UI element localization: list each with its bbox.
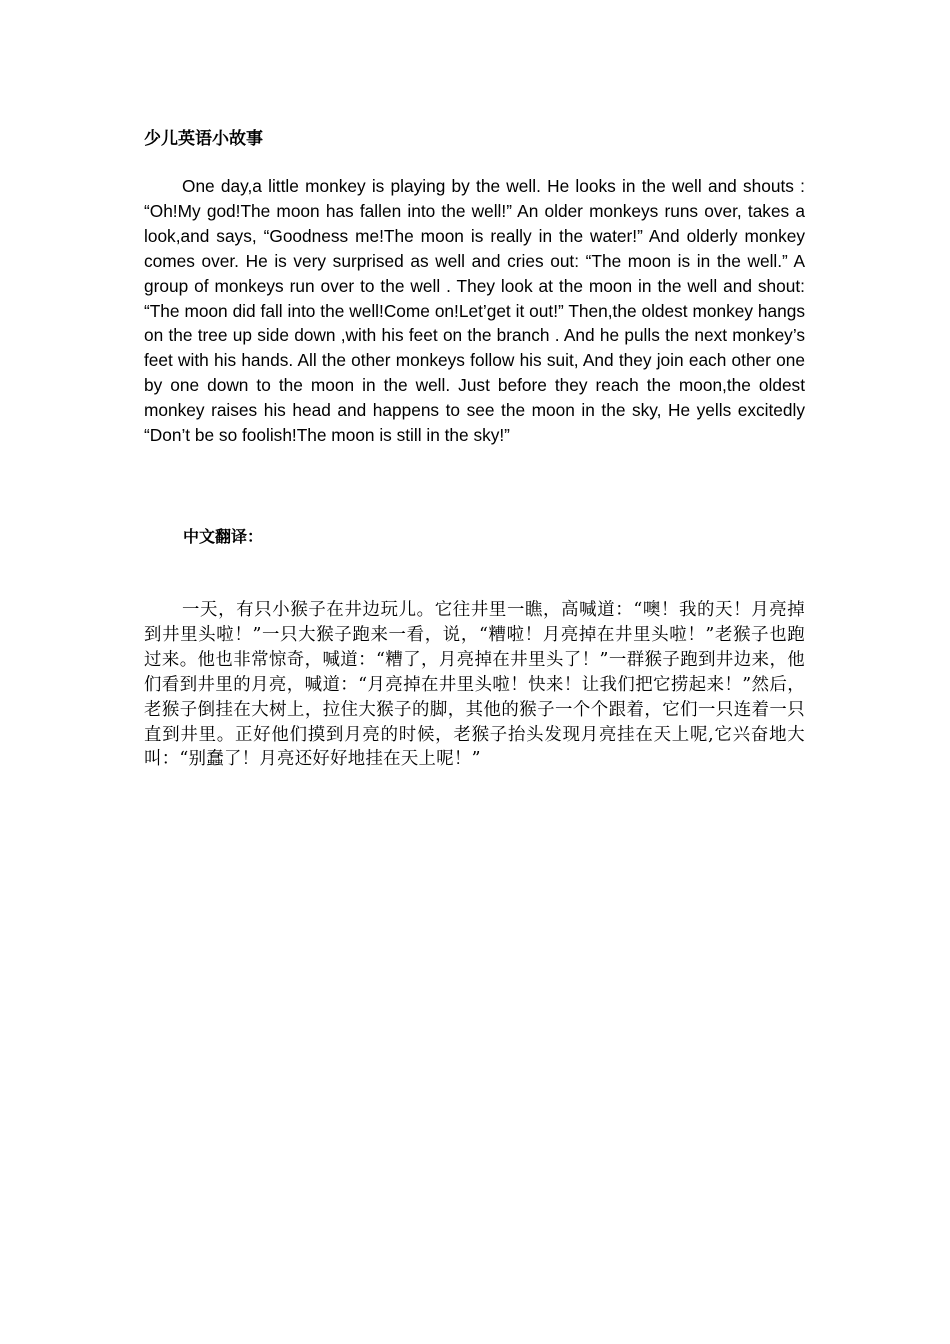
document-title: 少儿英语小故事 bbox=[144, 129, 263, 149]
english-story-paragraph: One day,a little monkey is playing by the well. He looks in the well and shouts : “Oh!My god!The moon has fallen into the well!” An older monkeys runs over, takes a look,and says, “Goodness me!The moon is really in the water!” And olderly monkey comes over. He is very surprised as well and cries out: “The moon is in the well.” A group of monkeys run over to the well . They look at the moon in the well and shout: “The moon did fall into the well!Come on!Let’get it out!” Then,the oldest monkey hangs on the tree up side down ,with his feet on the branch . And he pulls the next monkey’s feet with his hands. All the other monkeys follow his suit, And they join each other one by one down to the moon in the well. Just before they reach the moon,the oldest monkey raises his head and happens to see the moon in the sky, He yells excitedly “Don’t be so foolish!The moon is still in the sky!” bbox=[144, 176, 805, 446]
translation-heading: 中文翻译： bbox=[183, 527, 264, 546]
chinese-translation-paragraph: 一天，有只小猴子在井边玩儿。它往井里一瞧，高喊道：“噢！我的天！月亮掉到井里头啦！”一只大猴子跑来一看，说，“糟啦！月亮掉在井里头啦！”老猴子也跑过来。他也非常惊奇，喊道：“糟了，月亮掉在井里头了！”一群猴子跑到井边来，他们看到井里的月亮，喊道：“月亮掉在井里头啦！快来！让我们把它捞起来！”然后，老猴子倒挂在大树上，拉住大猴子的脚，其他的猴子一个个跟着，它们一只连着一只直到井里。正好他们摸到月亮的时候，老猴子抬头发现月亮挂在天上呢,它兴奋地大叫：“别蠢了！月亮还好好地挂在天上呢！” bbox=[144, 600, 805, 770]
